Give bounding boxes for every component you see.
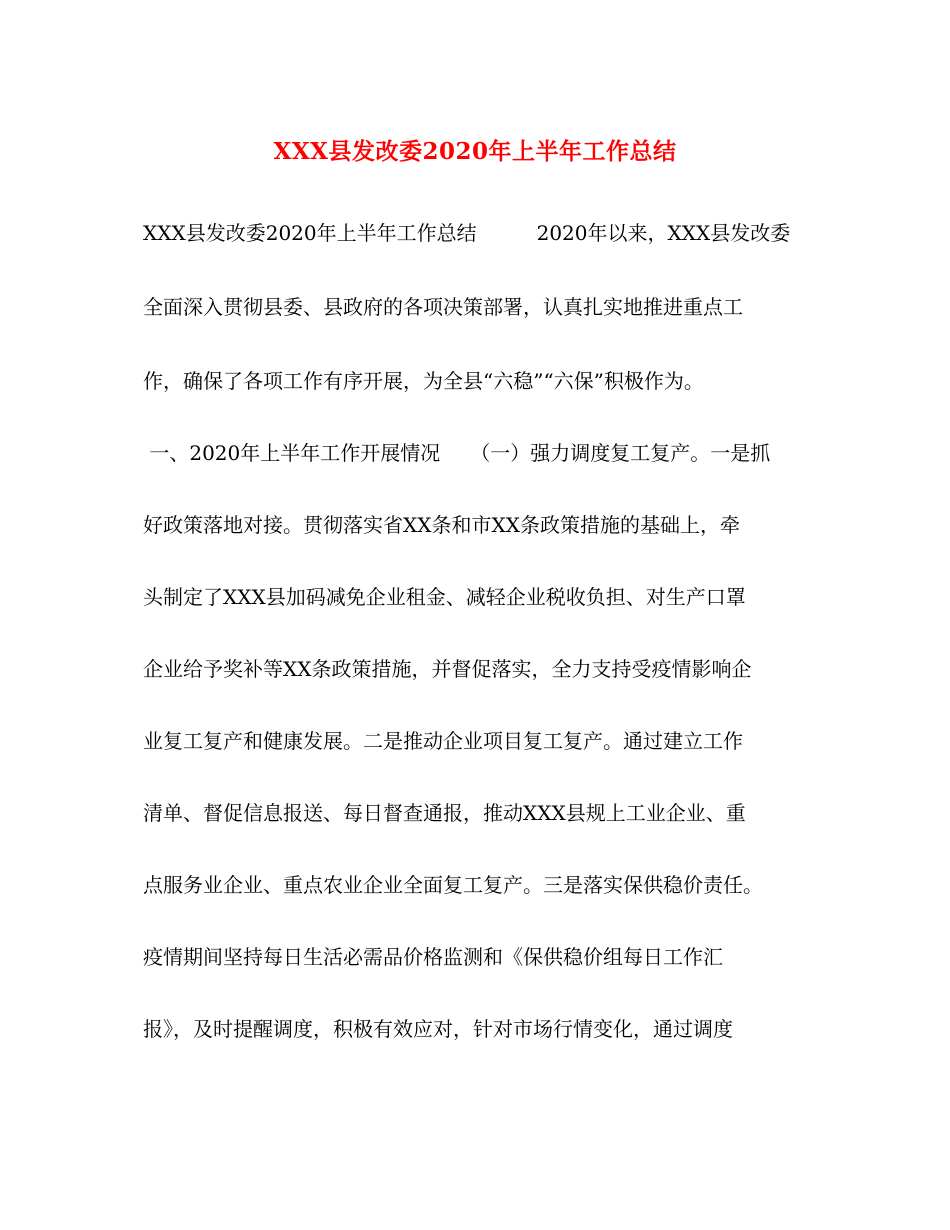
body-line-8: 业复工复产和健康发展。二是推动企业项目复工复产。通过建立工作: [143, 729, 743, 753]
body-line-7: 企业给予奖补等XX条政策措施，并督促落实，全力支持受疫情影响企: [143, 657, 752, 681]
body-line-1: XXX县发改委2020年上半年工作总结 2020年以来，XXX县发改委: [143, 221, 791, 245]
document-title: XXX县发改委2020年上半年工作总结: [273, 138, 677, 165]
body-line-11: 疫情期间坚持每日生活必需品价格监测和《保供稳价组每日工作汇: [143, 945, 723, 969]
body-line-3: 作，确保了各项工作有序开展，为全县“六稳”“六保”积极作为。: [143, 369, 704, 393]
body-line-10: 点服务业企业、重点农业企业全面复工复产。三是落实保供稳价责任。: [143, 873, 763, 897]
body-line-9: 清单、督促信息报送、每日督查通报，推动XXX县规上工业企业、重: [143, 801, 746, 825]
body-line-6: 头制定了XXX县加码减免企业租金、减轻企业税收负担、对生产口罩: [143, 585, 746, 609]
body-line-5: 好政策落地对接。贯彻落实省XX条和市XX条政策措施的基础上，牵: [143, 513, 740, 537]
body-line-4: 一、2020年上半年工作开展情况 （一）强力调度复工复产。一是抓: [143, 441, 771, 465]
body-line-12: 报》，及时提醒调度，积极有效应对，针对市场行情变化，通过调度: [143, 1017, 733, 1041]
body-line-2: 全面深入贯彻县委、县政府的各项决策部署，认真扎实地推进重点工: [143, 295, 743, 319]
